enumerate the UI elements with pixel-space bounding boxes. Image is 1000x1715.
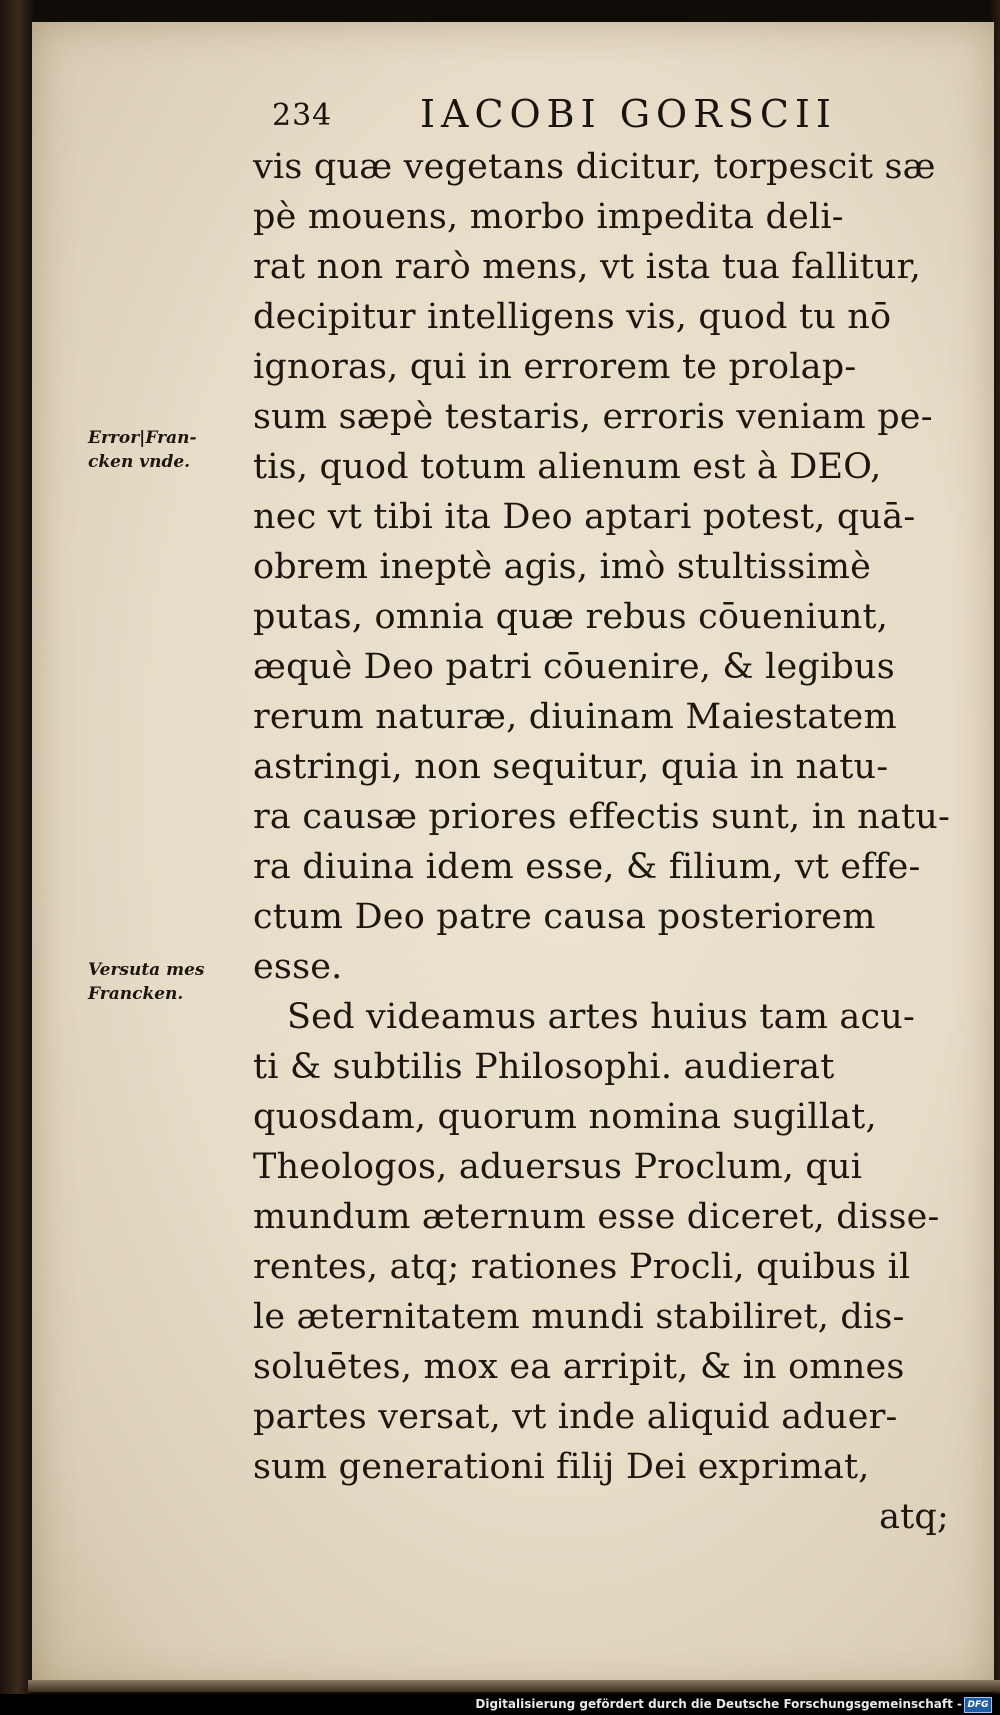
page-number: 234 [272, 98, 333, 133]
dfg-logo: DFG [964, 1697, 992, 1713]
text-line: rerum naturæ, diuinam Maiestatem [253, 697, 897, 737]
text-line: soluētes, mox ea arripit, & in omnes [253, 1347, 905, 1387]
page-bottom-edge [28, 1680, 1000, 1692]
margin-note-1 [88, 426, 197, 474]
text-line: æquè Deo patri cōuenire, & legibus [253, 647, 895, 687]
text-line: decipitur intelligens vis, quod tu nō [253, 297, 892, 337]
text-line: le æternitatem mundi stabiliret, dis- [253, 1297, 905, 1337]
margin-note-line: Error|Fran- [88, 428, 197, 448]
margin-note-2 [88, 958, 205, 1006]
text-line: ti & subtilis Philosophi. audierat [253, 1047, 835, 1087]
text-line: sum sæpè testaris, erroris veniam pe- [253, 397, 933, 437]
margin-note-line: cken vnde. [88, 452, 191, 472]
text-line: sum generationi filij Dei exprimat, [253, 1447, 870, 1487]
body-text [253, 142, 953, 1542]
text-line: astringi, non sequitur, quia in natu- [253, 747, 889, 787]
text-line: mundum æternum esse diceret, disse- [253, 1197, 940, 1237]
text-line: pè mouens, morbo impedita deli- [253, 197, 844, 237]
margin-note-line: Versuta mes [88, 960, 205, 980]
text-line: partes versat, vt inde aliquid aduer- [253, 1397, 898, 1437]
text-line: obrem ineptè agis, imò stultissimè [253, 547, 872, 587]
text-line: Sed videamus artes huius tam acu- [287, 997, 916, 1037]
text-line: ra diuina idem esse, & filium, vt effe- [253, 847, 921, 887]
page-header [272, 92, 852, 142]
catchword: atq; [879, 1497, 949, 1537]
text-line: nec vt tibi ita Deo aptari potest, quā- [253, 497, 916, 537]
text-line: vis quæ vegetans dicitur, torpescit sæ [253, 147, 936, 187]
running-title: IACOBI GORSCII [420, 92, 837, 136]
text-line: putas, omnia quæ rebus cōueniunt, [253, 597, 889, 637]
funding-credit: Digitalisierung gefördert durch die Deutsche Forschungsgemeinschaft - [475, 1697, 962, 1711]
text-line: ra causæ priores effectis sunt, in natu- [253, 797, 950, 837]
text-line: rat non rarò mens, vt ista tua fallitur, [253, 247, 922, 287]
text-line: rentes, atq; rationes Procli, quibus il [253, 1247, 911, 1287]
text-line: quosdam, quorum nomina sugillat, [253, 1097, 877, 1137]
text-line: ignoras, qui in errorem te prolap- [253, 347, 857, 387]
text-line: Theologos, aduersus Proclum, qui [253, 1147, 863, 1187]
text-line: esse. [253, 947, 343, 987]
text-line: ctum Deo patre causa posteriorem [253, 897, 876, 937]
text-line: tis, quod totum alienum est à DEO, [253, 447, 882, 487]
margin-note-line: Francken. [88, 984, 184, 1004]
